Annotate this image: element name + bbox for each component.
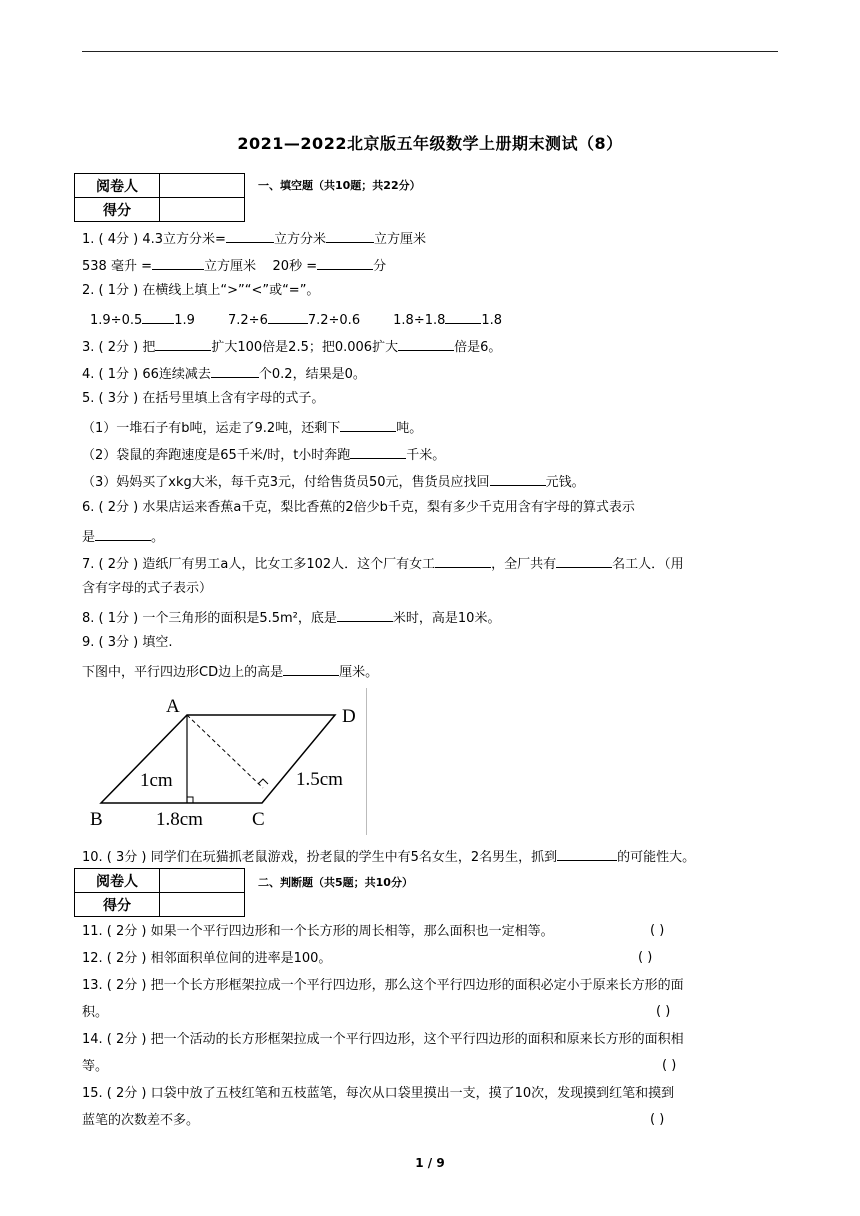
q1-text: 分 [373,259,387,274]
answer-parentheses[interactable]: ( ) [662,1058,677,1073]
vertex-label-b: B [90,809,103,830]
q1-text: 4.3立方分米= [142,232,226,247]
answer-blank[interactable] [152,255,204,270]
q9-text: 下图中，平行四边形CD边上的高是 [82,665,284,680]
question-7 [82,553,684,574]
question-9-cont [82,661,378,682]
question-5-part-1 [82,417,422,438]
q1-head: 1. ( 4分 ) [82,232,143,247]
answer-parentheses[interactable]: ( ) [650,923,665,938]
answer-blank[interactable] [283,661,339,676]
q2-text: 7.2÷6 [228,313,268,328]
header-rule [82,51,778,52]
q7-text: 7. ( 2分 ) 造纸厂有男工a人，比女工多102人．这个厂有女工 [82,557,436,572]
q1-text: 立方分米 [273,232,326,247]
question-5: 5. ( 3分 ) 在括号里填上含有字母的式子。 [82,391,325,406]
base-label: 1.8cm [156,809,203,830]
score-cell[interactable] [160,893,245,917]
page-number: 1 / 9 [415,1156,445,1170]
section-heading-2: 二、判断题（共5题；共10分） [258,876,413,889]
question-1-line-1 [82,228,426,249]
answer-blank[interactable] [435,553,491,568]
q3-text: 3. ( 2分 ) 把 [82,340,156,355]
q6-text: 是 [82,530,96,545]
question-13-cont: 积。 [82,1005,109,1020]
question-14-cont: 等。 [82,1059,109,1074]
q8-text: 8. ( 1分 ) 一个三角形的面积是5.5m²，底是 [82,611,337,626]
q2-text: 1.8 [481,313,503,328]
height-label: 1cm [140,770,173,791]
score-label: 得分 [75,893,160,917]
answer-blank[interactable] [95,526,151,541]
question-8 [82,607,500,628]
q2-text: 7.2÷0.6 [307,313,361,328]
vertex-label-a: A [166,696,180,717]
answer-parentheses[interactable]: ( ) [656,1004,671,1019]
reviewer-label: 阅卷人 [75,174,160,198]
question-3 [82,336,501,357]
answer-blank[interactable] [142,309,174,324]
score-box-1 [74,173,245,222]
answer-blank[interactable] [350,444,406,459]
question-4 [82,363,366,384]
q6-text: 。 [151,530,165,545]
answer-blank[interactable] [268,309,308,324]
answer-blank[interactable] [556,553,612,568]
q10-text: 10. ( 3分 ) 同学们在玩猫抓老鼠游戏，扮老鼠的学生中有5名女生，2名男生，抓到 [82,850,558,865]
q5-text: 元钱。 [545,475,585,490]
question-7-cont: 含有字母的式子表示） [82,581,213,596]
right-angle-mark [258,779,268,784]
question-2-items [90,309,502,330]
answer-blank[interactable] [226,228,274,243]
section-heading-1: 一、填空题（共10题；共22分） [258,179,421,192]
reviewer-label: 阅卷人 [75,869,160,893]
q10-text: 的可能性大。 [617,850,696,865]
answer-blank[interactable] [340,417,396,432]
q3-text: 倍是6。 [454,340,502,355]
answer-blank[interactable] [337,607,393,622]
q5-text: （2）袋鼠的奔跑速度是65千米/时，t小时奔跑 [82,448,351,463]
answer-parentheses[interactable]: ( ) [650,1112,665,1127]
question-11: 11. ( 2分 ) 如果一个平行四边形和一个长方形的周长相等，那么面积也一定相等。 [82,924,554,939]
question-6: 6. ( 2分 ) 水果店运来香蕉a千克，梨比香蕉的2倍少b千克，梨有多少千克用含有字母的算式表示 [82,500,635,515]
q5-text: 吨。 [396,421,423,436]
answer-blank[interactable] [490,471,546,486]
q7-text: ，全厂共有 [491,557,557,572]
question-2: 2. ( 1分 ) 在横线上填上“>”“<”或“=”。 [82,283,320,298]
q5-text: 千米。 [406,448,446,463]
answer-blank[interactable] [317,255,373,270]
question-14: 14. ( 2分 ) 把一个活动的长方形框架拉成一个平行四边形，这个平行四边形的面积和原来长方形的面积相 [82,1032,684,1047]
q2-text: 1.9 [174,313,195,328]
q4-text: 4. ( 1分 ) 66连续减去 [82,367,211,382]
score-cell[interactable] [160,198,245,222]
question-5-part-3 [82,471,585,492]
side-label: 1.5cm [296,769,343,790]
question-5-part-2 [82,444,445,465]
question-12: 12. ( 2分 ) 相邻面积单位间的进率是100。 [82,951,332,966]
question-13: 13. ( 2分 ) 把一个长方形框架拉成一个平行四边形，那么这个平行四边形的面积必定小于原来长方形的面 [82,978,684,993]
reviewer-cell[interactable] [160,869,245,893]
q2-text: 1.8÷1.8 [393,313,446,328]
answer-parentheses[interactable]: ( ) [638,950,653,965]
q1-text: 20秒 = [272,259,318,274]
q8-text: 米时，高是10米。 [392,611,501,626]
q1-text: 立方厘米 [373,232,426,247]
q9-text: 厘米。 [339,665,379,680]
q4-text: 个0.2，结果是0。 [258,367,366,382]
answer-blank[interactable] [155,336,211,351]
q2-text: 1.9÷0.5 [90,313,143,328]
answer-blank[interactable] [398,336,454,351]
question-10 [82,846,695,867]
answer-blank[interactable] [557,846,617,861]
question-9: 9. ( 3分 ) 填空. [82,635,173,650]
figure-divider [366,688,367,835]
question-15-cont: 蓝笔的次数差不多。 [82,1113,200,1128]
q5-text: （3）妈妈买了xkg大米，每千克3元，付给售货员50元，售货员应找回 [82,475,490,490]
q1-text: 立方厘米 [203,259,256,274]
q7-text: 名工人．（用 [612,557,684,572]
vertex-label-c: C [252,809,265,830]
question-15: 15. ( 2分 ) 口袋中放了五枝红笔和五枝蓝笔，每次从口袋里摸出一支，摸了10次，发现摸到红笔和摸到 [82,1086,675,1101]
question-1-line-2 [82,255,386,276]
score-box-2 [74,868,245,917]
parallelogram-figure [82,688,367,835]
height-line-dashed [187,715,263,788]
page-title: 2021—2022北京版五年级数学上册期末测试（8） [237,134,623,153]
vertex-label-d: D [342,706,356,727]
q1-text: 538 毫升 = [82,259,152,274]
answer-blank[interactable] [211,363,259,378]
reviewer-cell[interactable] [160,174,245,198]
answer-blank[interactable] [326,228,374,243]
right-angle-mark [187,797,193,803]
score-label: 得分 [75,198,160,222]
q3-text: 扩大100倍是2.5；把0.006扩大 [211,340,399,355]
question-6-cont [82,526,164,547]
q5-text: （1）一堆石子有b吨，运走了9.2吨，还剩下 [82,421,341,436]
answer-blank[interactable] [445,309,481,324]
